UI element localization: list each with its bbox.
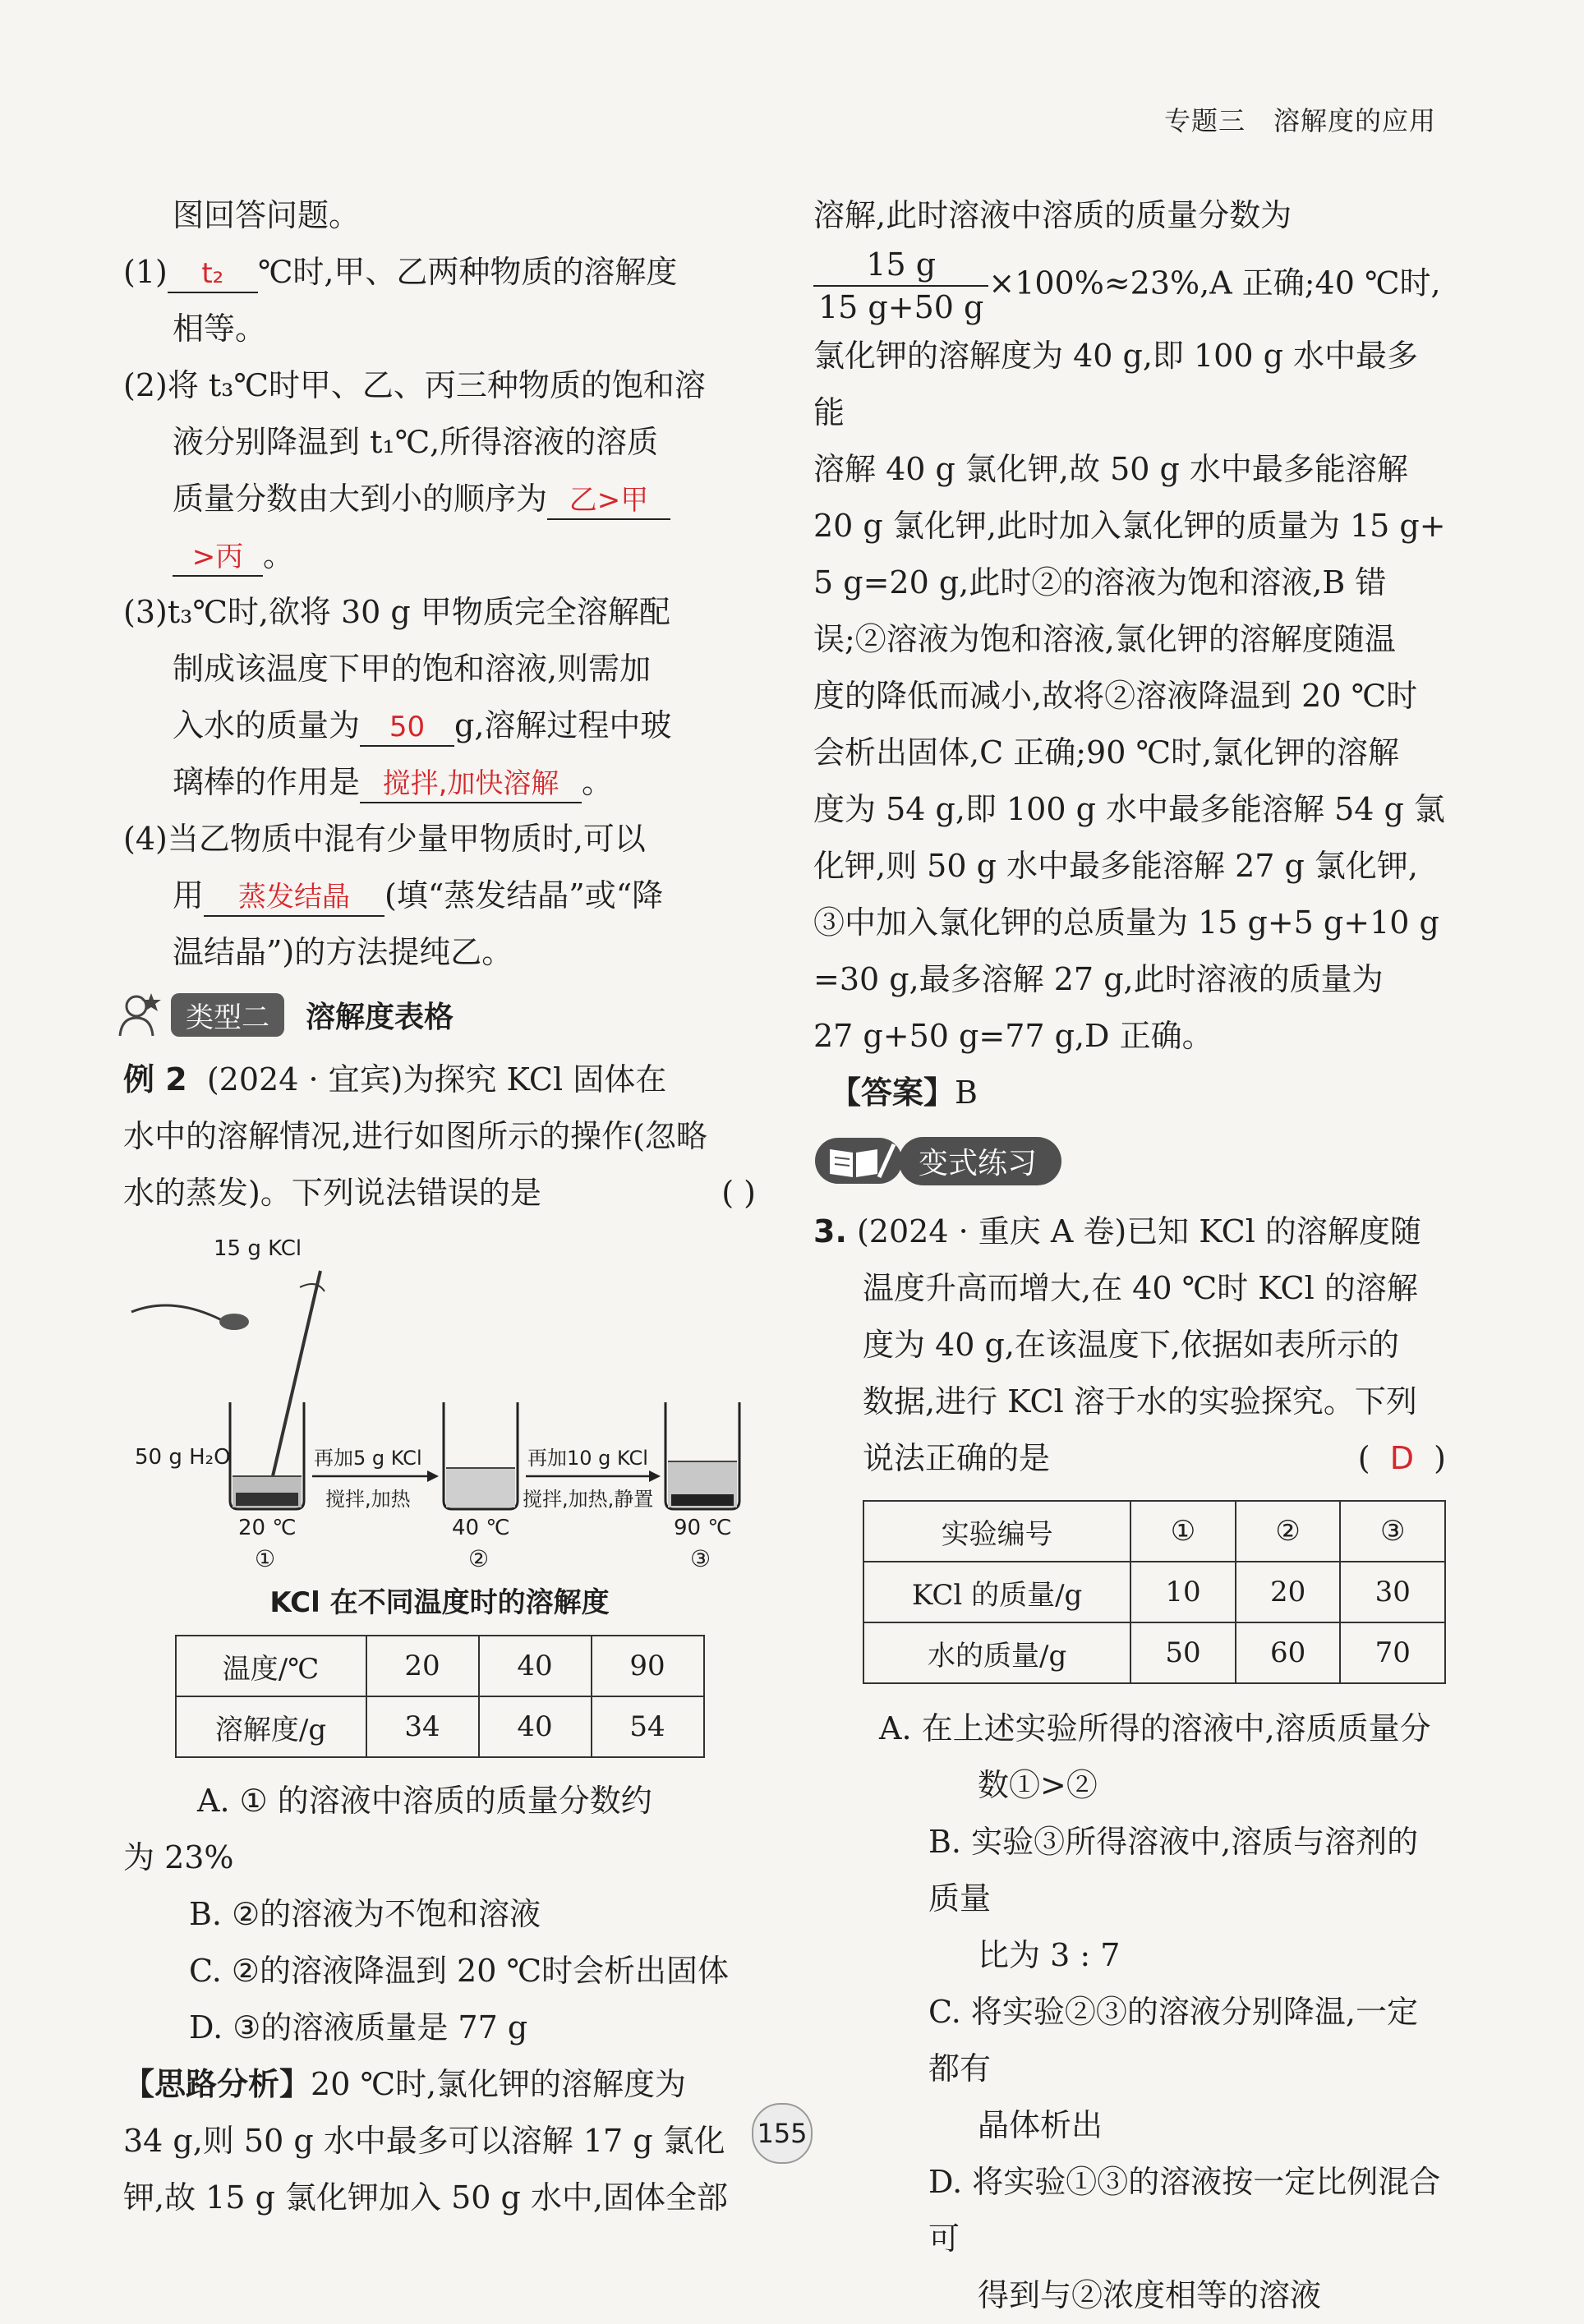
analysis-cont-line8: 度的降低而减小,故将②溶液降温到 20 ℃时	[813, 678, 1418, 714]
example-line1: (2024 · 宜宾)为探究 KCl 固体在	[206, 1061, 667, 1098]
table-cell: 70	[1340, 1622, 1445, 1683]
table-row	[863, 1622, 1445, 1683]
q4-line2-post: (填“蒸发结晶”或“降	[384, 877, 664, 913]
stir-arrow	[300, 1284, 325, 1291]
analysis-cont-line3: 氯化钾的溶解度为 40 g,即 100 g 水中最多能	[813, 338, 1419, 430]
variant-label: 变式练习	[899, 1137, 1061, 1185]
exercise-line2: 温度升高而增大,在 40 ℃时 KCl 的溶解	[863, 1270, 1418, 1306]
paren-close: )	[1434, 1440, 1446, 1476]
ex-option-b-line2: 比为 3 : 7	[978, 1937, 1121, 1973]
table-cell: ③	[1340, 1501, 1445, 1562]
temp-1: 20 ℃	[238, 1516, 297, 1540]
q4-line1: (4)当乙物质中混有少量甲物质时,可以	[123, 821, 646, 857]
mass-fraction	[813, 244, 988, 328]
analysis-continued	[813, 187, 1446, 1065]
table-cell: 60	[1236, 1622, 1341, 1683]
intro-line: 图回答问题。	[173, 197, 361, 233]
analysis-line3: 钾,故 15 g 氯化钾加入 50 g 水中,固体全部	[123, 2179, 728, 2216]
exercise-answer: D	[1389, 1440, 1414, 1476]
q3-end: 。	[582, 764, 614, 800]
q4-line2-pre: 用	[173, 877, 205, 913]
exercise-line5: 说法正确的是	[863, 1440, 1051, 1476]
table-cell: ②	[1236, 1501, 1341, 1562]
temp-2: 40 ℃	[452, 1516, 510, 1540]
q4-answer-blank: 蒸发结晶	[204, 879, 384, 917]
experiment-table	[863, 1500, 1446, 1684]
fraction-numerator: 15 g	[813, 244, 988, 287]
q3-answer-blank-1: 50	[360, 709, 454, 747]
analysis-cont-line2: ×100%≈23%,A 正确;40 ℃时,	[988, 265, 1441, 301]
q2-end: 。	[263, 537, 295, 573]
temp-3: 90 ℃	[674, 1516, 732, 1540]
table-cell: 30	[1340, 1562, 1445, 1622]
answer-value: B	[955, 1075, 978, 1111]
ex-option-c-line1: C. 将实验②③的溶液分别降温,一定都有	[928, 1994, 1418, 2087]
analysis-cont-line5: 20 g 氯化钾,此时加入氯化钾的质量为 15 g+	[813, 508, 1446, 544]
option-b: B. ②的溶液为不饱和溶液	[189, 1896, 541, 1932]
analysis	[123, 2056, 756, 2226]
water-label: 50 g H₂O	[135, 1445, 231, 1470]
beaker-figure	[123, 1230, 756, 1575]
table-cell: 54	[592, 1696, 704, 1757]
running-header	[1164, 100, 1436, 138]
table-row	[176, 1636, 704, 1696]
spoon-bowl	[219, 1314, 249, 1330]
example-line3: 水的蒸发)。下列说法错误的是	[123, 1175, 541, 1211]
table-cell: 20	[1236, 1562, 1341, 1622]
analysis-label: 【思路分析】	[123, 2066, 311, 2102]
example-label: 例 2	[123, 1061, 187, 1098]
example-line2: 水中的溶解情况,进行如图所示的操作(忽略	[123, 1118, 707, 1154]
option-c: C. ②的溶液降温到 20 ℃时会析出固体	[189, 1953, 729, 1989]
ex-option-a-line1: A. 在上述实验所得的溶液中,溶质质量分	[879, 1710, 1431, 1746]
fraction-denominator: 15 g+50 g	[818, 289, 984, 325]
question-1	[123, 244, 756, 357]
table-cell: KCl 的质量/g	[863, 1562, 1130, 1622]
analysis-cont-line4: 溶解 40 g 氯化钾,故 50 g 水中最多能溶解	[813, 451, 1408, 487]
exercise-line3: 度为 40 g,在该温度下,依据如表所示的	[863, 1327, 1399, 1363]
type-heading	[115, 986, 756, 1043]
beaker-number-2: ②	[468, 1545, 490, 1572]
q2-line3: 质量分数由大到小的顺序为	[173, 481, 548, 517]
q1-number: (1)	[123, 254, 168, 290]
q2-line1: (2)将 t₃℃时甲、乙、丙三种物质的饱和溶	[123, 367, 706, 403]
step-1-top: 再加5 g KCl	[314, 1447, 422, 1470]
exercise-options	[813, 1700, 1446, 2324]
ex-option-d-line2: 得到与②浓度相等的溶液	[978, 2277, 1322, 2313]
question-3-exercise	[813, 1203, 1446, 1487]
step-2-top: 再加10 g KCl	[527, 1447, 648, 1470]
q1-text-cont: 相等。	[173, 311, 267, 347]
table-cell: 40	[479, 1696, 592, 1757]
option-a-line1: A. ① 的溶液中溶质的质量分数约	[197, 1783, 652, 1819]
q3-answer-blank-2: 搅拌,加快溶解	[360, 766, 582, 803]
q3-line3-post: g,溶解过程中玻	[454, 707, 672, 743]
header-topic: 专题三	[1163, 105, 1246, 136]
table-cell: 实验编号	[863, 1501, 1130, 1562]
q1-answer-blank: t₂	[168, 255, 258, 293]
table-cell: 40	[479, 1636, 592, 1696]
analysis-cont-line13: =30 g,最多溶解 27 g,此时溶液的质量为	[813, 961, 1384, 997]
q4-line3: 温结晶”)的方法提纯乙。	[173, 934, 513, 970]
step-1-bottom: 搅拌,加热	[325, 1488, 411, 1511]
ex-option-a-line2: 数①>②	[978, 1767, 1098, 1803]
beaker-number-1: ①	[255, 1545, 276, 1572]
type-title: 溶解度表格	[306, 1000, 454, 1034]
ex-option-c-line2: 晶体析出	[978, 2107, 1103, 2143]
q3-line3: 入水的质量为	[173, 707, 361, 743]
exercise-line1: (2024 · 重庆 A 卷)已知 KCl 的溶解度随	[856, 1213, 1421, 1249]
q3-line4: 璃棒的作用是	[173, 764, 361, 800]
right-column	[813, 187, 1446, 2324]
left-column	[123, 187, 756, 2226]
paren-open: (	[1357, 1440, 1370, 1476]
variant-heading	[813, 1128, 1446, 1194]
option-d: D. ③的溶液质量是 77 g	[189, 2009, 528, 2046]
analysis-line1: 20 ℃时,氯化钾的溶解度为	[311, 2066, 687, 2102]
ex-option-d-line1: D. 将实验①③的溶液按一定比例混合可	[928, 2164, 1441, 2257]
solubility-table-title: KCl 在不同温度时的溶解度	[269, 1586, 610, 1619]
step-2-bottom: 搅拌,加热,静置	[523, 1488, 654, 1511]
ex-option-b-line1: B. 实验③所得溶液中,溶质与溶剂的质量	[928, 1824, 1419, 1917]
exercise-answer-paren	[1357, 1430, 1446, 1487]
example-2	[123, 1052, 756, 1222]
type-badge: 类型二	[171, 993, 284, 1037]
page-number: 155	[752, 2103, 813, 2164]
beaker-number-3: ③	[690, 1545, 711, 1572]
open-book-pencil-icon	[813, 1134, 904, 1187]
beaker-3	[665, 1402, 739, 1509]
analysis-cont-line14: 27 g+50 g=77 g,D 正确。	[813, 1018, 1213, 1054]
table-cell: 温度/℃	[176, 1636, 366, 1696]
kcl-label: 15 g KCl	[214, 1236, 302, 1261]
answer-line	[813, 1065, 1446, 1121]
table-cell: 50	[1130, 1622, 1236, 1683]
table-cell: 90	[592, 1636, 704, 1696]
table-row	[863, 1562, 1445, 1622]
table-cell: 10	[1130, 1562, 1236, 1622]
example-answer-paren: ( )	[721, 1175, 756, 1211]
exercise-number: 3.	[813, 1213, 847, 1249]
table-row	[176, 1696, 704, 1757]
q1-text: ℃时,甲、乙两种物质的溶解度	[257, 254, 678, 290]
solubility-table	[175, 1635, 705, 1758]
table-cell: 34	[366, 1696, 479, 1757]
analysis-cont-line6: 5 g=20 g,此时②的溶液为饱和溶液,B 错	[813, 564, 1387, 601]
example-options	[123, 1773, 756, 2056]
analysis-cont-line11: 化钾,则 50 g 水中最多能溶解 27 g 氯化钾,	[813, 848, 1418, 884]
question-4	[123, 811, 756, 981]
table-cell: 20	[366, 1636, 479, 1696]
exercise-line4: 数据,进行 KCl 溶于水的实验探究。下列	[863, 1383, 1417, 1420]
q2-answer-blank-1: 乙>甲	[547, 482, 670, 520]
q2-line2: 液分别降温到 t₁℃,所得溶液的溶质	[173, 424, 659, 460]
person-star-icon	[115, 990, 164, 1039]
spoon-handle	[131, 1305, 222, 1320]
option-a-line2: 为 23%	[123, 1839, 234, 1875]
table-cell: 溶解度/g	[176, 1696, 366, 1757]
q3-line2: 制成该温度下甲的饱和溶液,则需加	[173, 651, 652, 687]
beaker-2	[444, 1402, 518, 1509]
table-cell: ①	[1130, 1501, 1236, 1562]
analysis-cont-line1: 溶解,此时溶液中溶质的质量分数为	[813, 197, 1292, 233]
header-title: 溶解度的应用	[1273, 105, 1436, 136]
analysis-cont-line7: 误;②溶液为饱和溶液,氯化钾的溶解度随温	[813, 621, 1396, 657]
table-row	[863, 1501, 1445, 1562]
question-2	[123, 357, 756, 584]
analysis-cont-line12: ③中加入氯化钾的总质量为 15 g+5 g+10 g	[813, 904, 1439, 941]
analysis-cont-line10: 度为 54 g,即 100 g 水中最多能溶解 54 g 氯	[813, 791, 1445, 827]
glass-rod	[267, 1271, 320, 1501]
q3-line1: (3)t₃℃时,欲将 30 g 甲物质完全溶解配	[123, 594, 670, 630]
answer-label: 【答案】	[830, 1075, 955, 1111]
analysis-cont-line9: 会析出固体,C 正确;90 ℃时,氯化钾的溶解	[813, 734, 1400, 771]
question-3	[123, 584, 756, 811]
beaker-1	[230, 1402, 304, 1509]
q2-answer-blank-2: >丙	[173, 539, 263, 577]
analysis-line2: 34 g,则 50 g 水中最多可以溶解 17 g 氯化	[123, 2123, 725, 2159]
table-cell: 水的质量/g	[863, 1622, 1130, 1683]
experiment-diagram	[123, 1230, 756, 1575]
